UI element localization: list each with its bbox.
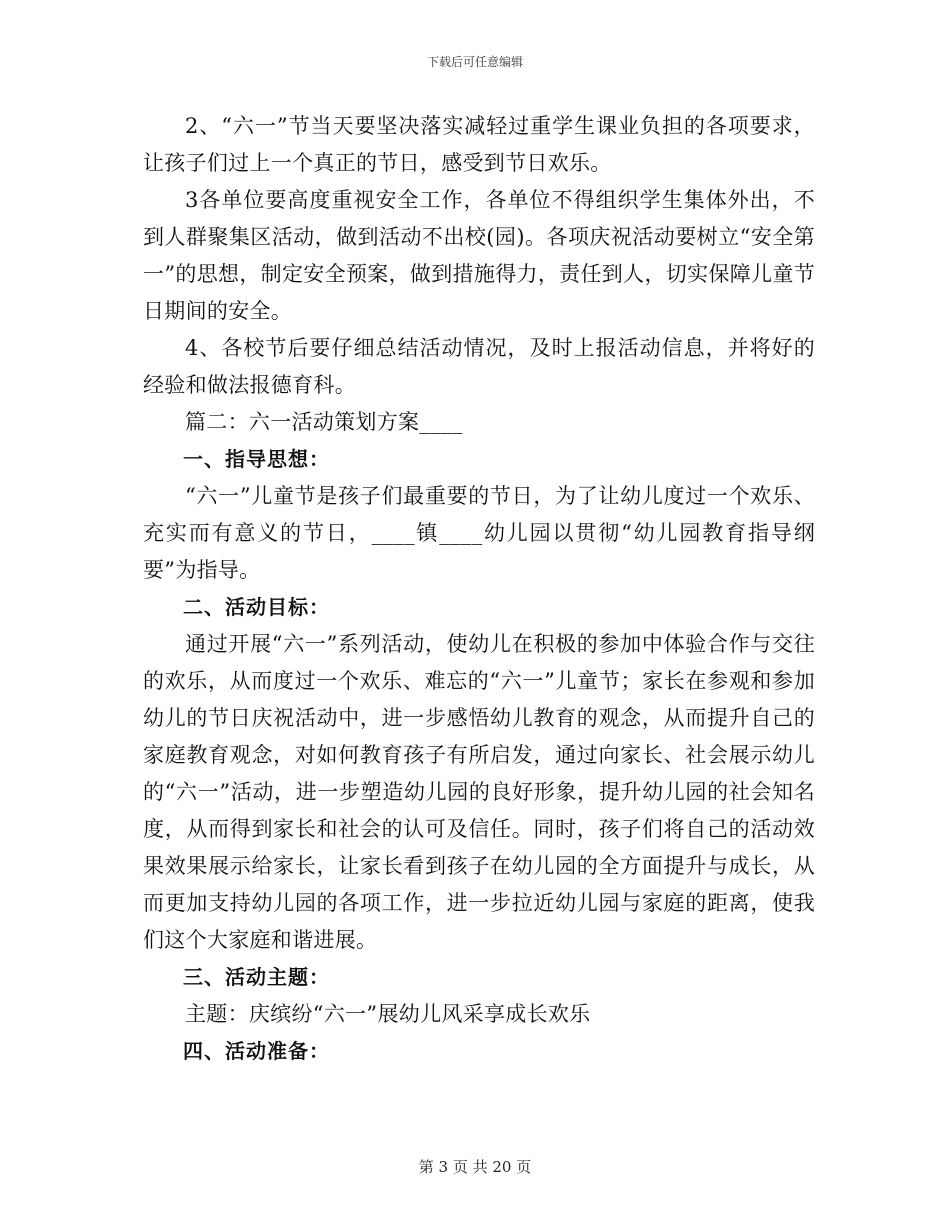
section-title-part-two: 篇二：六一活动策划方案____ [185,410,463,434]
heading-guiding-thought: 一、指导思想： [183,447,330,471]
heading-activity-preparation: 四、活动准备： [183,1039,330,1063]
page-number: 第 3 页 共 20 页 [418,1158,532,1176]
paragraph-item-2: 2、“六一”节当天要坚决落实减轻过重学生课业负担的各项要求，让孩子们过上一个真正的节日，感受到节日欢乐。 [143,114,815,175]
page-header: 下载后可任意编辑 [426,55,523,69]
heading-activity-goals: 二、活动目标： [183,595,330,619]
paragraph-activity-theme: 主题：庆缤纷“六一”展幼儿风采享成长欢乐 [185,1002,591,1026]
document-body [143,108,815,1070]
paragraph-guiding-thought: “六一”儿童节是孩子们最重要的节日，为了让幼儿度过一个欢乐、充实而有意义的节日，____镇____幼儿园以贯彻“幼儿园教育指导纲要”为指导。 [143,484,815,582]
heading-activity-theme: 三、活动主题： [183,965,330,989]
paragraph-item-4: 4、各校节后要仔细总结活动情况，及时上报活动信息，并将好的经验和做法报德育科。 [143,336,815,397]
paragraph-item-3: 3各单位要高度重视安全工作，各单位不得组织学生集体外出，不到人群聚集区活动，做到活动不出校(园)。各项庆祝活动要树立“安全第一”的思想，制定安全预案，做到措施得力，责任到人，切实保障儿童节日期间的安全。 [143,188,815,323]
paragraph-activity-goals: 通过开展“六一”系列活动，使幼儿在积极的参加中体验合作与交往的欢乐，从而度过一个欢乐、难忘的“六一”儿童节；家长在参观和参加幼儿的节日庆祝活动中，进一步感悟幼儿教育的观念，从而提升自己的家庭教育观念，对如何教育孩子有所启发，通过向家长、社会展示幼儿的“六一”活动，进一步塑造幼儿园的良好形象，提升幼儿园的社会知名度，从而得到家长和社会的认可及信任。同时，孩子们将自己的活动效果效果展示给家长，让家长看到孩子在幼儿园的全方面提升与成长，从而更加支持幼儿园的各项工作，进一步拉近幼儿园与家庭的距离，使我们这个大家庭和谐进展。 [143,632,815,952]
